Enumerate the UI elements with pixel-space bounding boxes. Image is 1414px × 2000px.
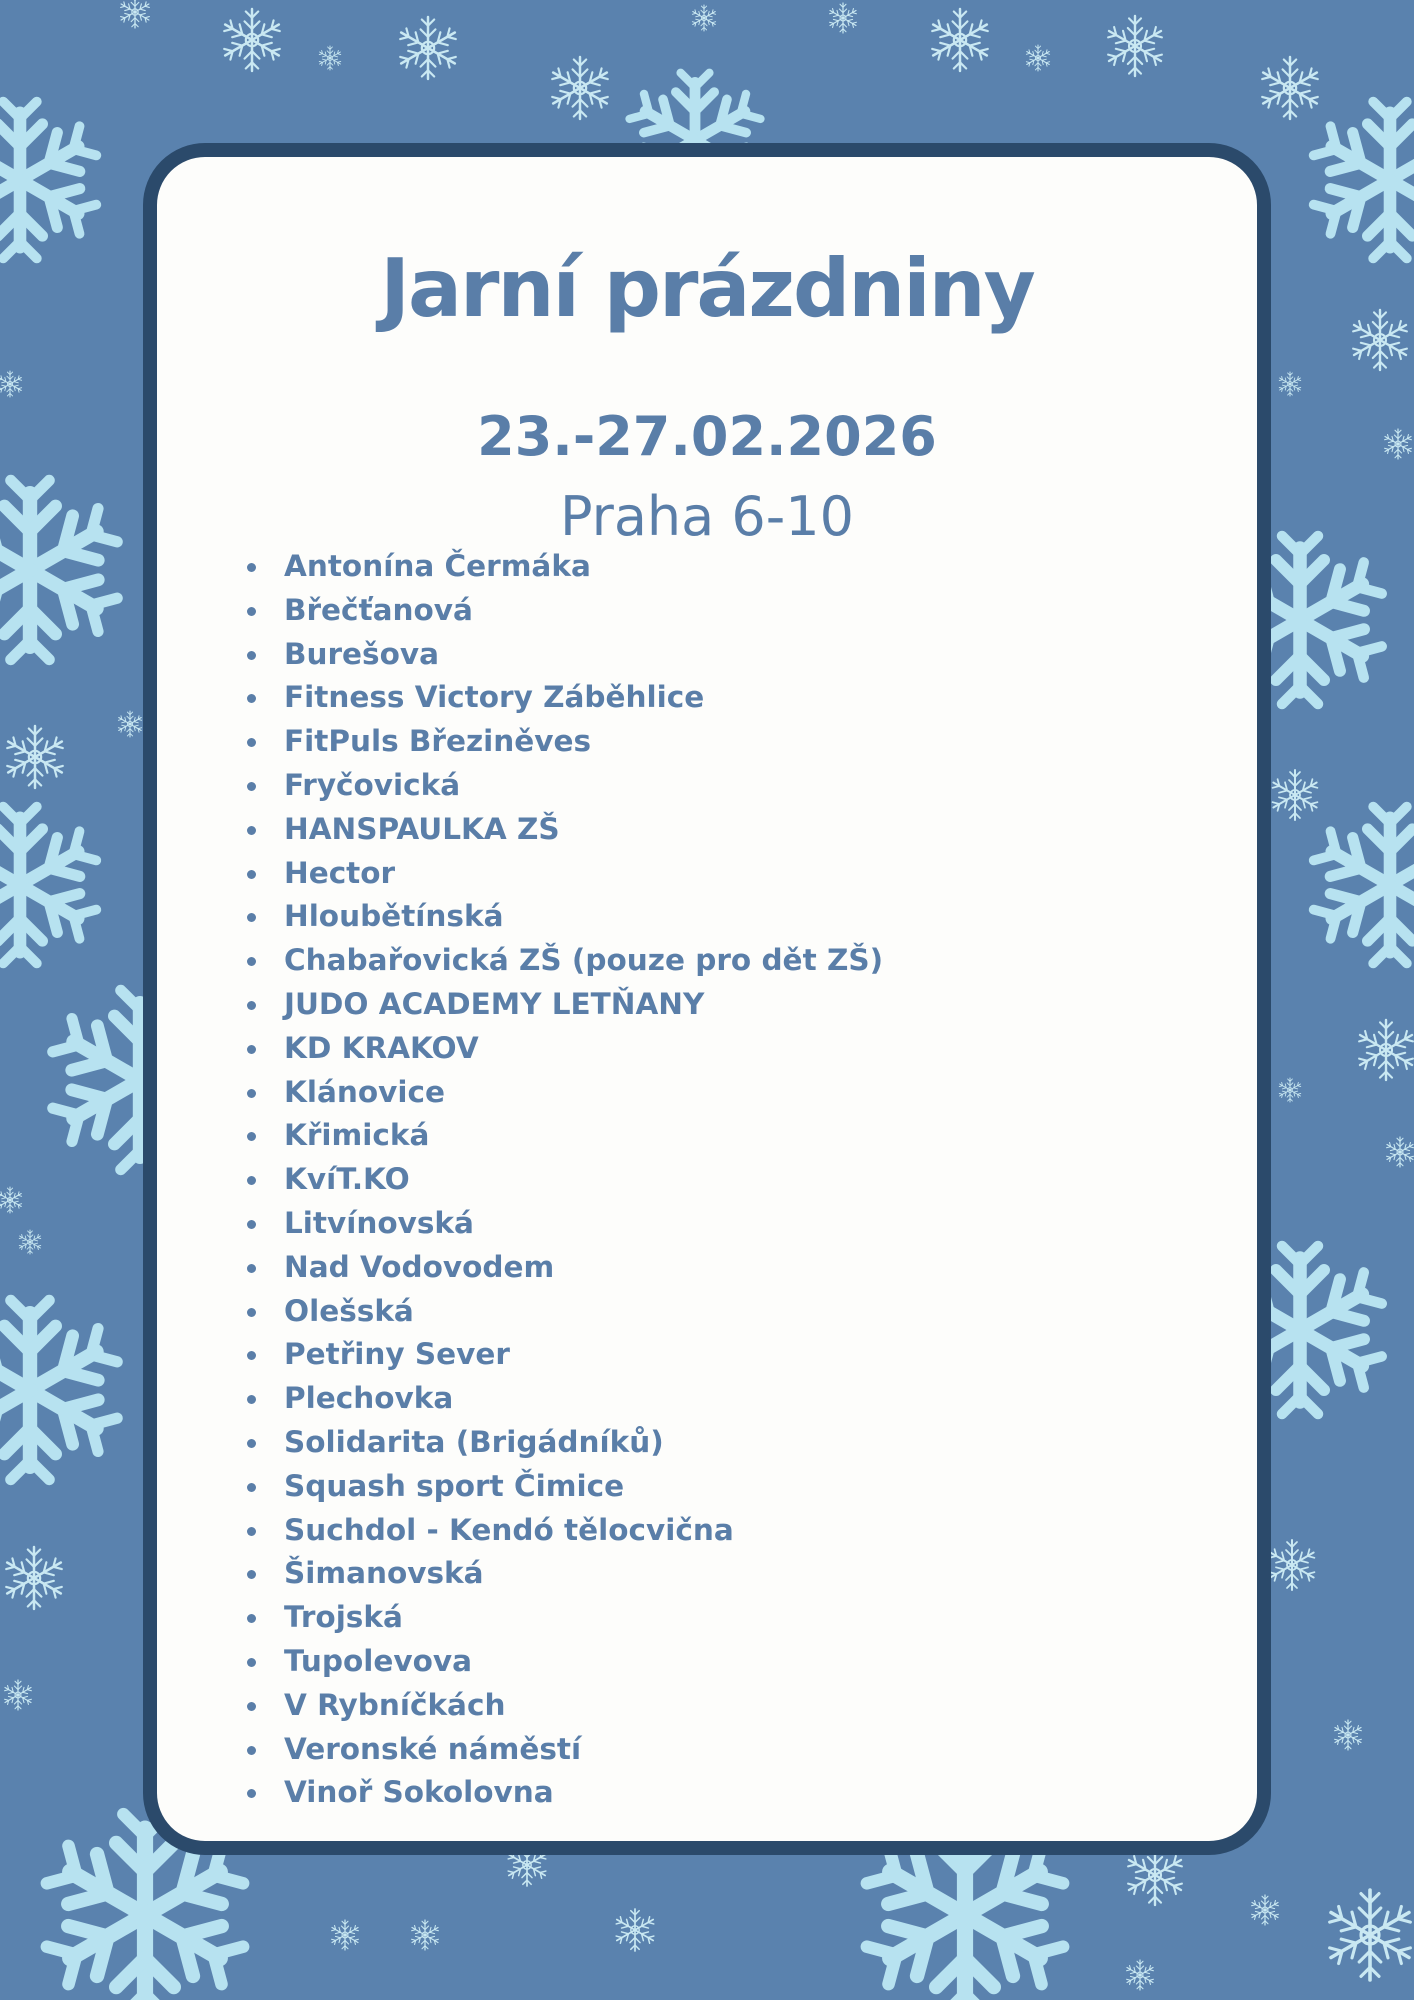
list-item: [241, 1465, 883, 1509]
location-name: JUDO ACADEMY LETŇANY: [284, 986, 705, 1021]
location-name: Tupolevova: [284, 1643, 473, 1678]
bullet-icon: [247, 1746, 256, 1755]
location-name: Trojská: [284, 1600, 403, 1635]
list-item: [241, 1246, 883, 1290]
bullet-icon: [247, 1308, 256, 1317]
event-date: 23.-27.02.2026: [477, 405, 937, 468]
location-name: HANSPAULKA ZŠ: [284, 811, 560, 846]
bullet-icon: [247, 738, 256, 747]
location-name: Antonína Čermáka: [284, 549, 591, 583]
list-item: [241, 1290, 883, 1334]
location-name: Vinoř Sokolovna: [284, 1775, 554, 1810]
poster-title: Jarní prázdniny: [380, 242, 1034, 335]
location-name: Burešova: [284, 636, 440, 671]
location-list: [241, 545, 883, 1815]
bullet-icon: [247, 1220, 256, 1229]
location-name: Petřiny Sever: [284, 1337, 510, 1372]
bullet-icon: [247, 1001, 256, 1010]
bullet-icon: [247, 1176, 256, 1185]
bullet-icon: [247, 1264, 256, 1273]
list-item: [241, 1684, 883, 1728]
location-name: Fitness Victory Záběhlice: [284, 680, 705, 715]
list-item: [241, 545, 883, 589]
location-name: Hector: [284, 855, 396, 890]
list-item: [241, 852, 883, 896]
list-item: [241, 1202, 883, 1246]
list-item: [241, 983, 883, 1027]
bullet-icon: [247, 1132, 256, 1141]
poster-card: [143, 143, 1271, 1855]
location-name: Šimanovská: [284, 1556, 484, 1591]
location-name: V Rybníčkách: [284, 1687, 506, 1722]
list-item: [241, 1552, 883, 1596]
location-name: KvíT.KO: [284, 1162, 410, 1197]
list-item: [241, 1640, 883, 1684]
bullet-icon: [247, 1570, 256, 1579]
bullet-icon: [247, 563, 256, 572]
location-name: Litvínovská: [284, 1205, 474, 1240]
list-item: [241, 1158, 883, 1202]
list-item: [241, 764, 883, 808]
location-name: Hloubětínská: [284, 899, 504, 934]
location-name: Fryčovická: [284, 767, 461, 802]
location-name: Chabařovická ZŠ (pouze pro dět ZŠ): [284, 943, 884, 978]
list-item: [241, 808, 883, 852]
area-label: Praha 6-10: [560, 485, 854, 548]
bullet-icon: [247, 957, 256, 966]
list-item: [241, 676, 883, 720]
bullet-icon: [247, 1439, 256, 1448]
list-item: [241, 1596, 883, 1640]
location-name: KD KRAKOV: [284, 1030, 479, 1065]
bullet-icon: [247, 1483, 256, 1492]
location-name: FitPuls Březiněves: [284, 724, 592, 759]
location-name: Plechovka: [284, 1381, 454, 1416]
bullet-icon: [247, 694, 256, 703]
bullet-icon: [247, 1395, 256, 1404]
bullet-icon: [247, 782, 256, 791]
list-item: [241, 720, 883, 764]
location-name: Olešská: [284, 1293, 414, 1328]
list-item: [241, 1771, 883, 1815]
location-name: Nad Vodovodem: [284, 1249, 555, 1284]
bullet-icon: [247, 826, 256, 835]
bullet-icon: [247, 1351, 256, 1360]
bullet-icon: [247, 1614, 256, 1623]
list-item: [241, 633, 883, 677]
location-name: Břečťanová: [284, 592, 473, 627]
bullet-icon: [247, 1702, 256, 1711]
bullet-icon: [247, 1658, 256, 1667]
location-name: Suchdol - Kendó tělocvična: [284, 1512, 734, 1547]
location-name: Veronské náměstí: [284, 1731, 582, 1766]
list-item: [241, 1114, 883, 1158]
bullet-icon: [247, 651, 256, 660]
bullet-icon: [247, 1089, 256, 1098]
list-item: [241, 1071, 883, 1115]
list-item: [241, 1509, 883, 1553]
bullet-icon: [247, 913, 256, 922]
list-item: [241, 939, 883, 983]
bullet-icon: [247, 1527, 256, 1536]
list-item: [241, 1333, 883, 1377]
bullet-icon: [247, 1045, 256, 1054]
list-item: [241, 895, 883, 939]
list-item: [241, 1421, 883, 1465]
list-item: [241, 1027, 883, 1071]
list-item: [241, 1728, 883, 1772]
location-name: Klánovice: [284, 1074, 445, 1109]
location-name: Křimická: [284, 1118, 430, 1153]
bullet-icon: [247, 870, 256, 879]
bullet-icon: [247, 1789, 256, 1798]
list-item: [241, 589, 883, 633]
list-item: [241, 1377, 883, 1421]
location-name: Squash sport Čimice: [284, 1468, 625, 1503]
bullet-icon: [247, 607, 256, 616]
location-name: Solidarita (Brigádníků): [284, 1424, 664, 1459]
